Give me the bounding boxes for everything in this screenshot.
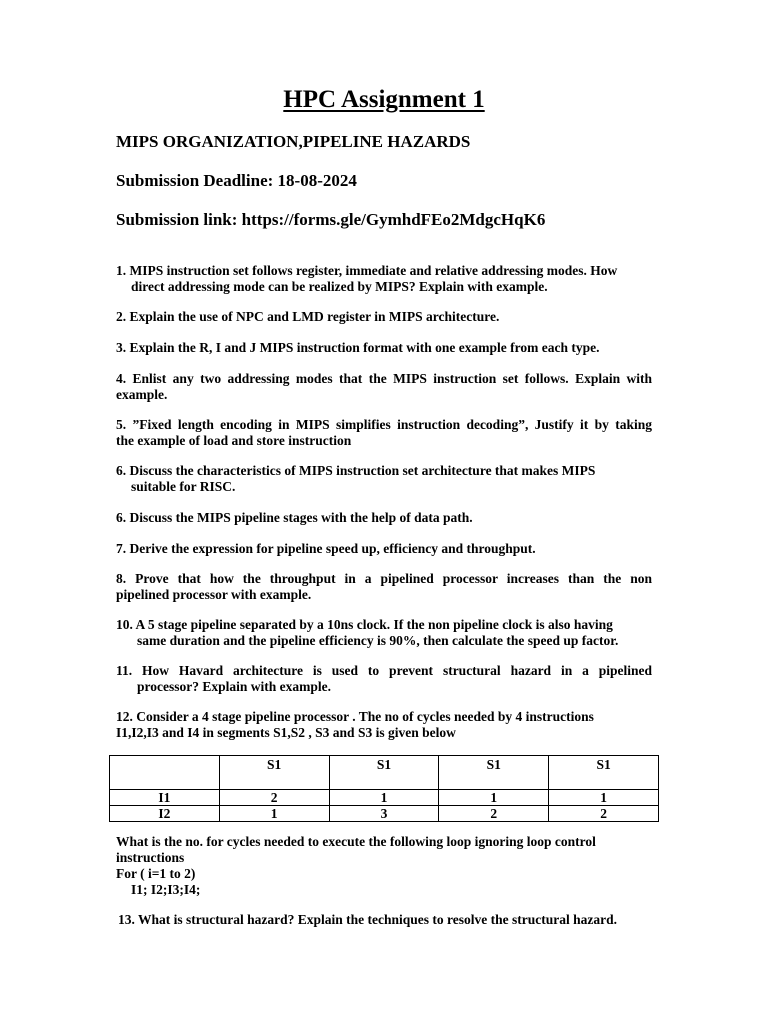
question-6b-line-1: 6. Discuss the MIPS pipeline stages with the help of data path. xyxy=(116,510,473,525)
table-row xyxy=(110,790,659,806)
table-cell: I1 xyxy=(110,790,220,806)
table-cell: 1 xyxy=(219,806,329,822)
question-12-followup xyxy=(116,834,652,898)
submission-deadline: Submission Deadline: 18-08-2024 xyxy=(116,171,357,190)
question-2-line-1: 2. Explain the use of NPC and LMD register in MIPS architecture. xyxy=(116,309,500,324)
table-cell: 2 xyxy=(439,806,549,822)
question-2 xyxy=(116,309,652,325)
question-7 xyxy=(116,541,652,557)
followup-line-1: What is the no. for cycles needed to execute the following loop ignoring loop control xyxy=(116,834,596,849)
followup-line-3: For ( i=1 to 2) xyxy=(116,866,196,881)
table-cell: 1 xyxy=(549,790,659,806)
question-7-line-1: 7. Derive the expression for pipeline speed up, efficiency and throughput. xyxy=(116,541,536,556)
question-1-line-1: 1. MIPS instruction set follows register, immediate and relative addressing modes. How xyxy=(116,263,618,278)
table-cell: 3 xyxy=(329,806,439,822)
question-4 xyxy=(116,371,652,403)
question-13 xyxy=(118,912,654,928)
table-cell: 1 xyxy=(329,790,439,806)
question-3 xyxy=(116,340,652,356)
submission-link: Submission link: https://forms.gle/GymhdFEo2MdgcHqK6 xyxy=(116,210,546,229)
question-5 xyxy=(116,417,652,449)
followup-line-4: I1; I2;I3;I4; xyxy=(131,882,201,897)
question-11-line-1: 11. How Havard architecture is used to prevent structural hazard in a pipelined xyxy=(116,663,652,678)
question-10-line-2: same duration and the pipeline efficiency is 90%, then calculate the speed up factor. xyxy=(137,633,619,648)
question-5-line-1: 5. ”Fixed length encoding in MIPS simplifies instruction decoding”, Justify it by taking xyxy=(116,417,652,432)
table-header-cell: S1 xyxy=(329,756,439,790)
table-cell: 1 xyxy=(439,790,549,806)
table-header-cell: S1 xyxy=(439,756,549,790)
table-cell: 2 xyxy=(219,790,329,806)
table-header-cell xyxy=(110,756,220,790)
question-8 xyxy=(116,571,652,603)
question-13-line-1: 13. What is structural hazard? Explain the techniques to resolve the structural hazard. xyxy=(118,912,617,927)
question-1 xyxy=(116,263,652,295)
question-10 xyxy=(116,617,652,649)
question-8-line-1: 8. Prove that how the throughput in a pipelined processor increases than the non xyxy=(116,571,652,586)
table-header-cell: S1 xyxy=(549,756,659,790)
table-cell: 2 xyxy=(549,806,659,822)
followup-line-2: instructions xyxy=(116,850,185,865)
table-header-cell: S1 xyxy=(219,756,329,790)
question-6a-line-1: 6. Discuss the characteristics of MIPS instruction set architecture that makes MIPS xyxy=(116,463,596,478)
cycles-table xyxy=(109,755,659,822)
question-1-line-2: direct addressing mode can be realized by MIPS? Explain with example. xyxy=(131,279,548,294)
table-row xyxy=(110,806,659,822)
question-6a xyxy=(116,463,652,495)
question-4-line-2: example. xyxy=(116,387,168,402)
question-12 xyxy=(116,709,652,741)
question-6b xyxy=(116,510,652,526)
question-10-line-1: 10. A 5 stage pipeline separated by a 10ns clock. If the non pipeline clock is also having xyxy=(116,617,613,632)
question-12-line-2: I1,I2,I3 and I4 in segments S1,S2 , S3 and S3 is given below xyxy=(116,725,456,740)
page-title: HPC Assignment 1 xyxy=(283,86,485,113)
question-5-line-2: the example of load and store instruction xyxy=(116,433,352,448)
question-6a-line-2: suitable for RISC. xyxy=(131,479,236,494)
question-12-line-1: 12. Consider a 4 stage pipeline processor . The no of cycles needed by 4 instructions xyxy=(116,709,594,724)
question-8-line-2: pipelined processor with example. xyxy=(116,587,312,602)
question-4-line-1: 4. Enlist any two addressing modes that the MIPS instruction set follows. Explain with xyxy=(116,371,652,386)
subject-heading: MIPS ORGANIZATION,PIPELINE HAZARDS xyxy=(116,132,471,151)
question-11-line-2: processor? Explain with example. xyxy=(137,679,332,694)
table-cell: I2 xyxy=(110,806,220,822)
question-11 xyxy=(116,663,652,695)
question-3-line-1: 3. Explain the R, I and J MIPS instruction format with one example from each type. xyxy=(116,340,600,355)
table-header-row xyxy=(110,756,659,790)
